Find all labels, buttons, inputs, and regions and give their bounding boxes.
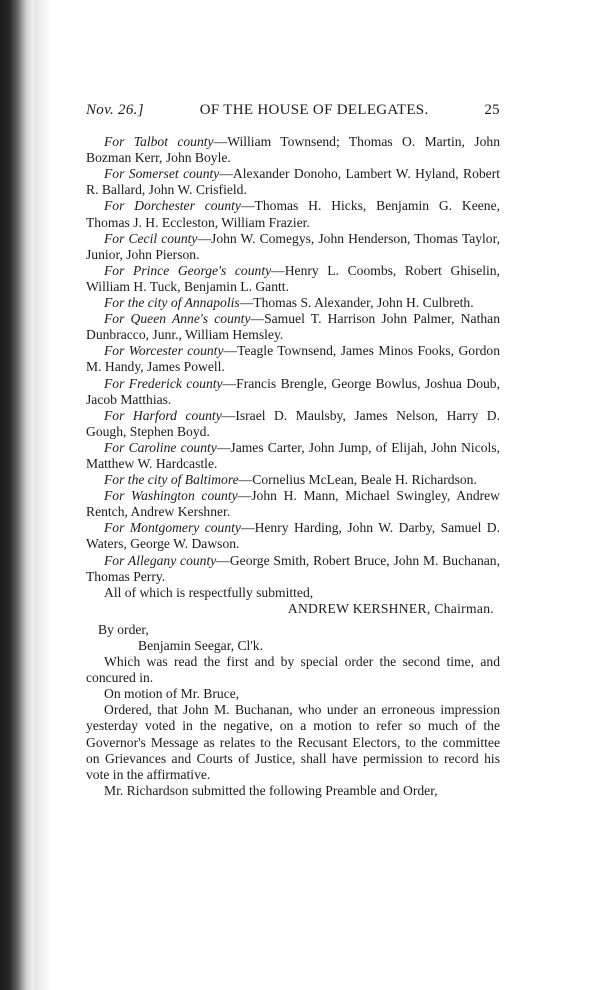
- delegation-entry: [86, 343, 500, 375]
- county-name: For Talbot county: [104, 134, 214, 150]
- delegation-members: —George Smith, Robert Bruce, John M. Buchanan, Thomas Perry.: [86, 552, 500, 584]
- delegation-entry: [86, 520, 500, 552]
- delegation-members: —John W. Comegys, John Henderson, Thomas Taylor, Junior, John Pierson.: [86, 230, 500, 262]
- delegation-entry: [86, 263, 500, 295]
- county-name: For Somerset county: [104, 166, 220, 182]
- chairman-signature: ANDREW KERSHNER, Chairman.: [287, 600, 494, 616]
- header-title: OF THE HOUSE OF DELEGATES.: [199, 102, 429, 118]
- county-name: For Cecil county: [104, 230, 198, 246]
- delegation-entry: [86, 472, 500, 488]
- county-name: For the city of Annapolis: [104, 295, 240, 311]
- read-paragraph: Which was read the first and by special order the second time, and concured in.: [86, 654, 500, 686]
- delegation-entry: [86, 408, 500, 440]
- delegation-members: —Teagle Townsend, James Minos Fooks, Gordon M. Handy, James Powell.: [86, 343, 500, 375]
- delegation-members: —James Carter, John Jump, of Elijah, John Nicols, Matthew W. Hardcastle.: [86, 439, 500, 471]
- by-order-line: By order,: [98, 621, 149, 637]
- book-binding: [0, 0, 34, 990]
- preamble-intro: Mr. Richardson submitted the following Preamble and Order,: [104, 782, 438, 798]
- delegation-entry: [86, 198, 500, 230]
- county-name: For Montgomery county: [104, 520, 241, 536]
- delegation-members: —Francis Brengle, George Bowlus, Joshua Doub, Jacob Matthias.: [86, 375, 500, 407]
- county-name: For Washington county: [104, 488, 238, 504]
- county-name: For Dorchester county: [104, 198, 241, 214]
- delegation-members: —Alexander Donoho, Lambert W. Hyland, Robert R. Ballard, John W. Crisfield.: [86, 166, 501, 198]
- page-number: 25: [484, 102, 500, 118]
- delegation-entry: [86, 231, 500, 263]
- closing-line: All of which is respectfully submitted,: [104, 584, 314, 600]
- county-name: For the city of Baltimore: [104, 472, 239, 488]
- ordered-paragraph: Ordered, that John M. Buchanan, who under an erroneous impression yesterday voted in the negative, on a motion to refer so much of the Governor's Message as relates to the Recusant Electors, to the committee on Grievances and Courts of Justice, shall have permission to record his vote in the affirmative.: [86, 702, 500, 782]
- county-name: For Prince George's county: [104, 262, 272, 278]
- page-header: [86, 102, 500, 118]
- delegation-members: —William Townsend; Thomas O. Martin, John Bozman Kerr, John Boyle.: [86, 134, 500, 166]
- binding-shadow: [34, 0, 52, 990]
- header-date: Nov. 26.]: [86, 102, 144, 118]
- delegation-entry: [86, 488, 500, 520]
- delegation-entry: [86, 440, 500, 472]
- delegation-members: —Israel D. Maulsby, James Nelson, Harry D. Gough, Stephen Boyd.: [86, 407, 501, 439]
- county-name: For Queen Anne's county: [104, 311, 251, 327]
- delegation-entry: [86, 295, 500, 311]
- county-name: For Allegany county: [104, 552, 217, 568]
- county-name: For Harford county: [104, 407, 222, 423]
- clerk-signature: Benjamin Seegar, Cl'k.: [138, 638, 263, 653]
- delegation-list: [86, 134, 500, 585]
- document-page: [86, 102, 500, 799]
- delegation-members: —Henry Harding, John W. Darby, Samuel D. Waters, George W. Dawson.: [86, 520, 500, 552]
- delegation-entry: [86, 311, 500, 343]
- county-name: For Frederick county: [104, 375, 223, 391]
- delegation-members: —Samuel T. Harrison John Palmer, Nathan Dunbracco, Junr., William Hemsley.: [86, 311, 500, 343]
- delegation-members: —John H. Mann, Michael Swingley, Andrew Rentch, Andrew Kershner.: [86, 488, 501, 520]
- delegation-members: —Cornelius McLean, Beale H. Richardson.: [238, 472, 477, 488]
- delegation-entry: [86, 134, 500, 166]
- county-name: For Caroline county: [104, 439, 217, 455]
- delegation-entry: [86, 553, 500, 585]
- delegation-members: —Thomas S. Alexander, John H. Culbreth.: [239, 295, 474, 311]
- delegation-entry: [86, 166, 500, 198]
- delegation-members: —Thomas H. Hicks, Benjamin G. Keene, Thomas J. H. Eccleston, William Frazier.: [86, 198, 500, 230]
- county-name: For Worcester county: [104, 343, 224, 359]
- delegation-members: —Henry L. Coombs, Robert Ghiselin, William H. Tuck, Benjamin L. Gantt.: [86, 262, 500, 294]
- motion-line: On motion of Mr. Bruce,: [104, 686, 240, 702]
- delegation-entry: [86, 376, 500, 408]
